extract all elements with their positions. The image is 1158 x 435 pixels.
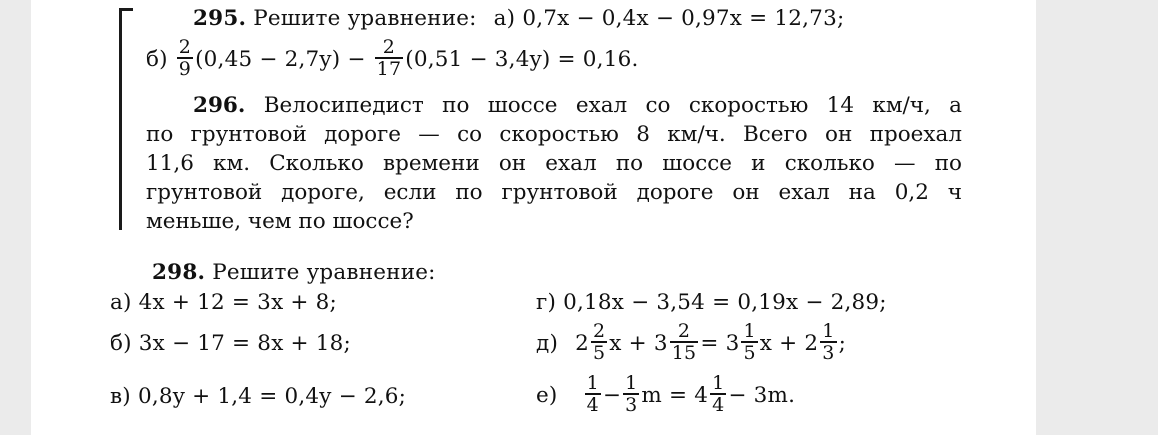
fraction [670, 321, 699, 363]
fraction [741, 321, 757, 363]
equation-a: 4x + 12 = 3x + 8; [138, 290, 337, 315]
denominator: 15 [671, 342, 697, 364]
problem-295-line2 [146, 38, 639, 82]
equation-d-part1: x + 3 [609, 331, 668, 356]
equation-b: 3x − 17 = 8x + 18; [138, 331, 351, 356]
equation-g: 0,18x − 3,54 = 0,19x − 2,89; [563, 290, 887, 315]
numerator: 1 [822, 320, 835, 342]
item-label: е) [536, 383, 558, 408]
item-label: в) [110, 384, 131, 409]
equation-v-row [110, 384, 406, 410]
numerator: 2 [592, 320, 606, 342]
problem-number: 296. [193, 93, 246, 118]
equation-a: 0,7x − 0,4x − 0,97x = 12,73; [522, 6, 845, 31]
equation-d-part2: = 3 [700, 331, 740, 356]
fraction [710, 373, 726, 415]
equation-d-row [536, 322, 846, 366]
equation-v: 0,8y + 1,4 = 0,4y − 2,6; [137, 384, 407, 409]
fraction [177, 37, 193, 79]
numerator: 2 [375, 37, 404, 59]
denominator: 4 [712, 394, 725, 416]
problem-296-line3: 11,6 км. Сколько времени он ехал по шоссе и сколько — по [146, 151, 962, 176]
item-label: б) [146, 47, 168, 72]
equation-d-part4: ; [838, 331, 847, 356]
equation-b-part1: (0,45 − 2,7y) − [195, 47, 366, 72]
numerator: 1 [743, 320, 756, 342]
problem-296-line5: меньше, чем по шоссе? [146, 209, 414, 234]
item-label: а) [110, 290, 132, 315]
problem-text: Велосипедист по шоссе ехал со скоростью 14 км/ч, а [263, 93, 962, 118]
fraction [585, 373, 601, 415]
item-label: г) [536, 290, 557, 315]
item-label: б) [110, 331, 132, 356]
fraction [591, 321, 607, 363]
equation-b-part2: (0,51 − 3,4y) = 0,16. [405, 47, 639, 72]
problem-prompt: Решите уравнение: [212, 260, 436, 285]
denominator: 3 [822, 342, 835, 364]
problem-295-line1 [193, 6, 844, 32]
numerator: 2 [178, 36, 192, 58]
denominator: 17 [376, 58, 402, 80]
equation-e-part1: − [602, 383, 622, 408]
denominator: 5 [743, 342, 756, 364]
problem-number: 295. [193, 6, 247, 31]
equation-e-row [536, 374, 795, 418]
denominator: 9 [178, 58, 192, 80]
numerator: 1 [712, 372, 725, 394]
fraction [623, 373, 639, 415]
denominator: 4 [586, 394, 599, 416]
numerator: 2 [670, 321, 699, 343]
problem-296-line4: грунтовой дороге, если по грунтовой дороге он ехал на 0,2 ч [146, 180, 962, 205]
margin-bracket [119, 8, 122, 230]
item-label: д) [536, 331, 559, 356]
problem-298-header [152, 260, 436, 286]
denominator: 5 [592, 342, 606, 364]
whole-part: 2 [575, 331, 589, 356]
fraction [375, 37, 404, 79]
denominator: 3 [625, 394, 638, 416]
equation-g-row [536, 290, 887, 316]
equation-e-part2: m = 4 [641, 383, 709, 408]
problem-prompt: Решите уравнение: [253, 6, 477, 31]
equation-b-row [110, 331, 351, 357]
numerator: 1 [625, 372, 638, 394]
equation-d-part3: x + 2 [759, 331, 819, 356]
numerator: 1 [586, 372, 599, 394]
problem-296-line1 [146, 93, 962, 119]
equation-e-part3: − 3m. [728, 383, 796, 408]
fraction [820, 321, 836, 363]
problem-number: 298. [152, 260, 206, 285]
equation-a-row [110, 290, 337, 316]
item-label: а) [493, 6, 516, 31]
problem-296-line2: по грунтовой дороге — со скоростью 8 км/ч. Всего он проехал [146, 122, 962, 147]
